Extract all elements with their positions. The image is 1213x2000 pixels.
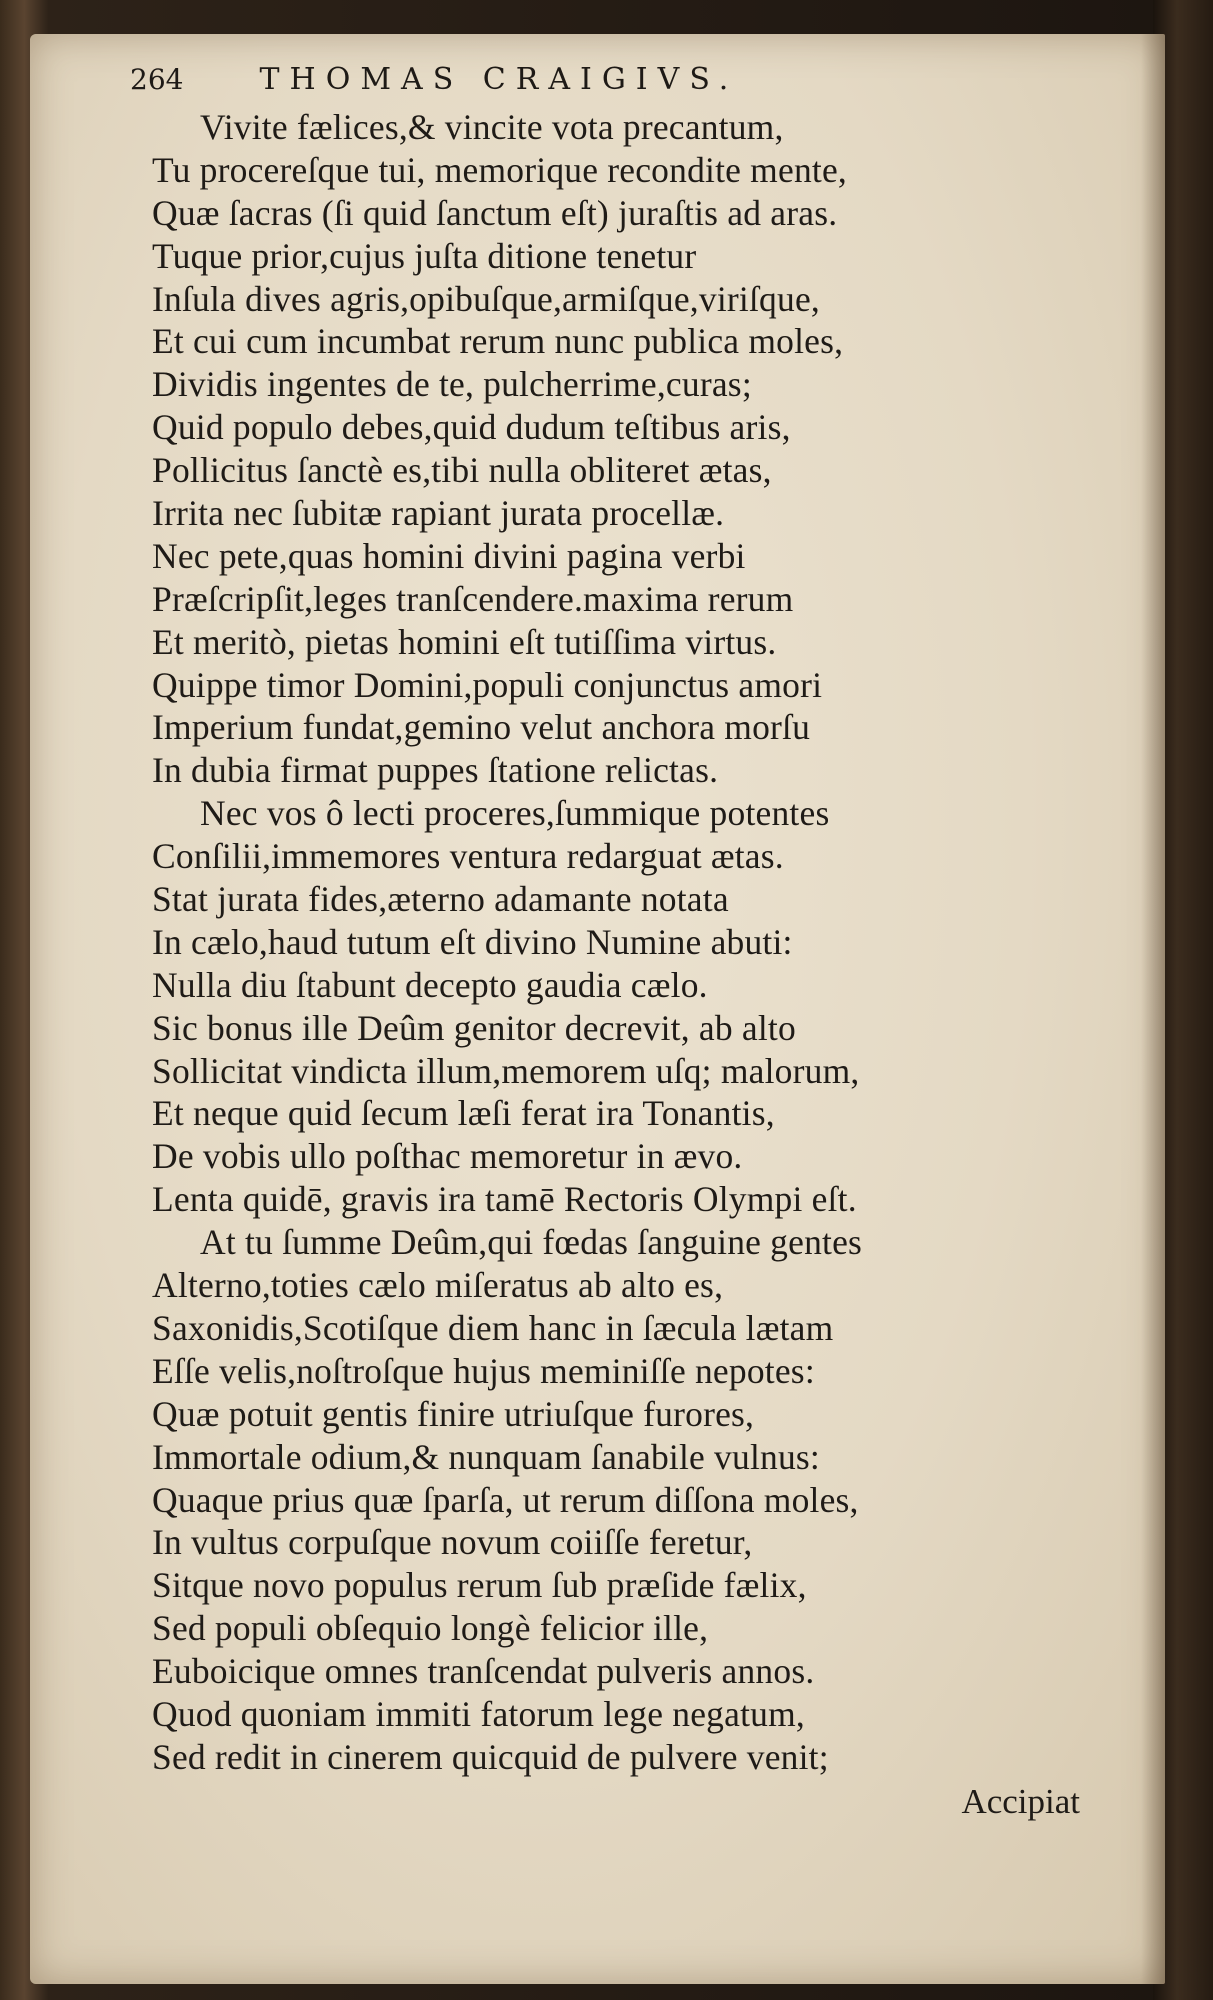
verse-line: At tu ſumme Deûm,qui fœdas ſanguine gentes	[200, 1222, 863, 1263]
verse-line: Lenta quidē, gravis ira tamē Rectoris Olympi eſt.	[152, 1179, 857, 1220]
verse-line: Imperium fundat,gemino velut anchora morſu	[152, 707, 811, 748]
poem-text	[152, 106, 1092, 1779]
verse-line: Tu procereſque tui, memorique recondite mente,	[152, 149, 848, 190]
verse-line: Alterno,toties cælo miſeratus ab alto es,	[152, 1265, 724, 1306]
verse-line: Saxonidis,Scotiſque diem hanc in ſæcula lætam	[152, 1307, 834, 1348]
verse-line: De vobis ullo poſthac memoretur in ævo.	[152, 1136, 743, 1177]
verse-line: In vultus corpuſque novum coiiſſe feretur,	[152, 1522, 753, 1563]
verse-line: Pollicitus ſanctè es,tibi nulla obliteret ætas,	[152, 450, 772, 491]
verse-line: Quæ ſacras (ſi quid ſanctum eſt) juraſtis ad aras.	[152, 192, 838, 233]
verse-line: Et neque quid ſecum læſi ferat ira Tonantis,	[152, 1093, 775, 1134]
verse-line: Dividis ingentes de te, pulcherrime,curas;	[152, 364, 752, 405]
running-head-author: THOMAS CRAIGIVS.	[259, 62, 739, 97]
verse-line: Sed populi obſequio longè felicior ille,	[152, 1608, 709, 1649]
verse-line: Quippe timor Domini,populi conjunctus amori	[152, 664, 823, 705]
verse-line: Quod quoniam immiti fatorum lege negatum,	[152, 1693, 805, 1734]
verse-line: Conſilii,immemores ventura redarguat ætas.	[152, 836, 784, 877]
verse-line: Et meritò, pietas homini eſt tutiſſima virtus.	[152, 621, 777, 662]
verse-line: Nec pete,quas homini divini pagina verbi	[152, 535, 746, 576]
verse-line: Immortale odium,& nunquam ſanabile vulnus:	[152, 1436, 820, 1477]
page-number: 264	[130, 63, 184, 96]
running-head	[130, 62, 930, 102]
verse-line: Tuque prior,cujus juſta ditione tenetur	[152, 235, 697, 276]
verse-line: Sitque novo populus rerum ſub præſide fælix,	[152, 1565, 807, 1606]
verse-line: Præſcripſit,leges tranſcendere.maxima rerum	[152, 578, 794, 619]
verse-line: Eſſe velis,noſtroſque hujus meminiſſe nepotes:	[152, 1350, 815, 1391]
verse-line: Sic bonus ille Deûm genitor decrevit, ab alto	[152, 1007, 796, 1048]
catchword: Accipiat	[961, 1782, 1080, 1821]
verse-line: Vivite fælices,& vincite vota precantum,	[200, 107, 784, 147]
verse-line: Inſula dives agris,opibuſque,armiſque,viriſque,	[152, 278, 820, 319]
verse-line: Stat jurata fides,æterno adamante notata	[152, 879, 729, 920]
verse-line: Sed redit in cinerem quicquid de pulvere venit;	[152, 1736, 829, 1777]
verse-line: Euboicique omnes tranſcendat pulveris annos.	[152, 1651, 815, 1692]
verse-line: Et cui cum incumbat rerum nunc publica moles,	[152, 321, 844, 362]
verse-line: Nulla diu ſtabunt decepto gaudia cælo.	[152, 964, 708, 1005]
verse-line: In dubia firmat puppes ſtatione relictas.	[152, 750, 719, 791]
verse-line: Quæ potuit gentis finire utriuſque furores,	[152, 1393, 755, 1434]
verse-line: Irrita nec ſubitæ rapiant jurata procellæ.	[152, 493, 725, 534]
verse-line: Nec vos ô lecti proceres,ſummique potentes	[200, 793, 830, 834]
verse-line: Quaque prius quæ ſparſa, ut rerum diſſona moles,	[152, 1479, 859, 1520]
verse-line: Sollicitat vindicta illum,memorem uſq; malorum,	[152, 1050, 860, 1091]
verse-line: In cælo,haud tutum eſt divino Numine abuti:	[152, 921, 793, 962]
verse-line: Quid populo debes,quid dudum teſtibus aris,	[152, 407, 791, 448]
page-gutter-shadow	[1141, 34, 1165, 1984]
